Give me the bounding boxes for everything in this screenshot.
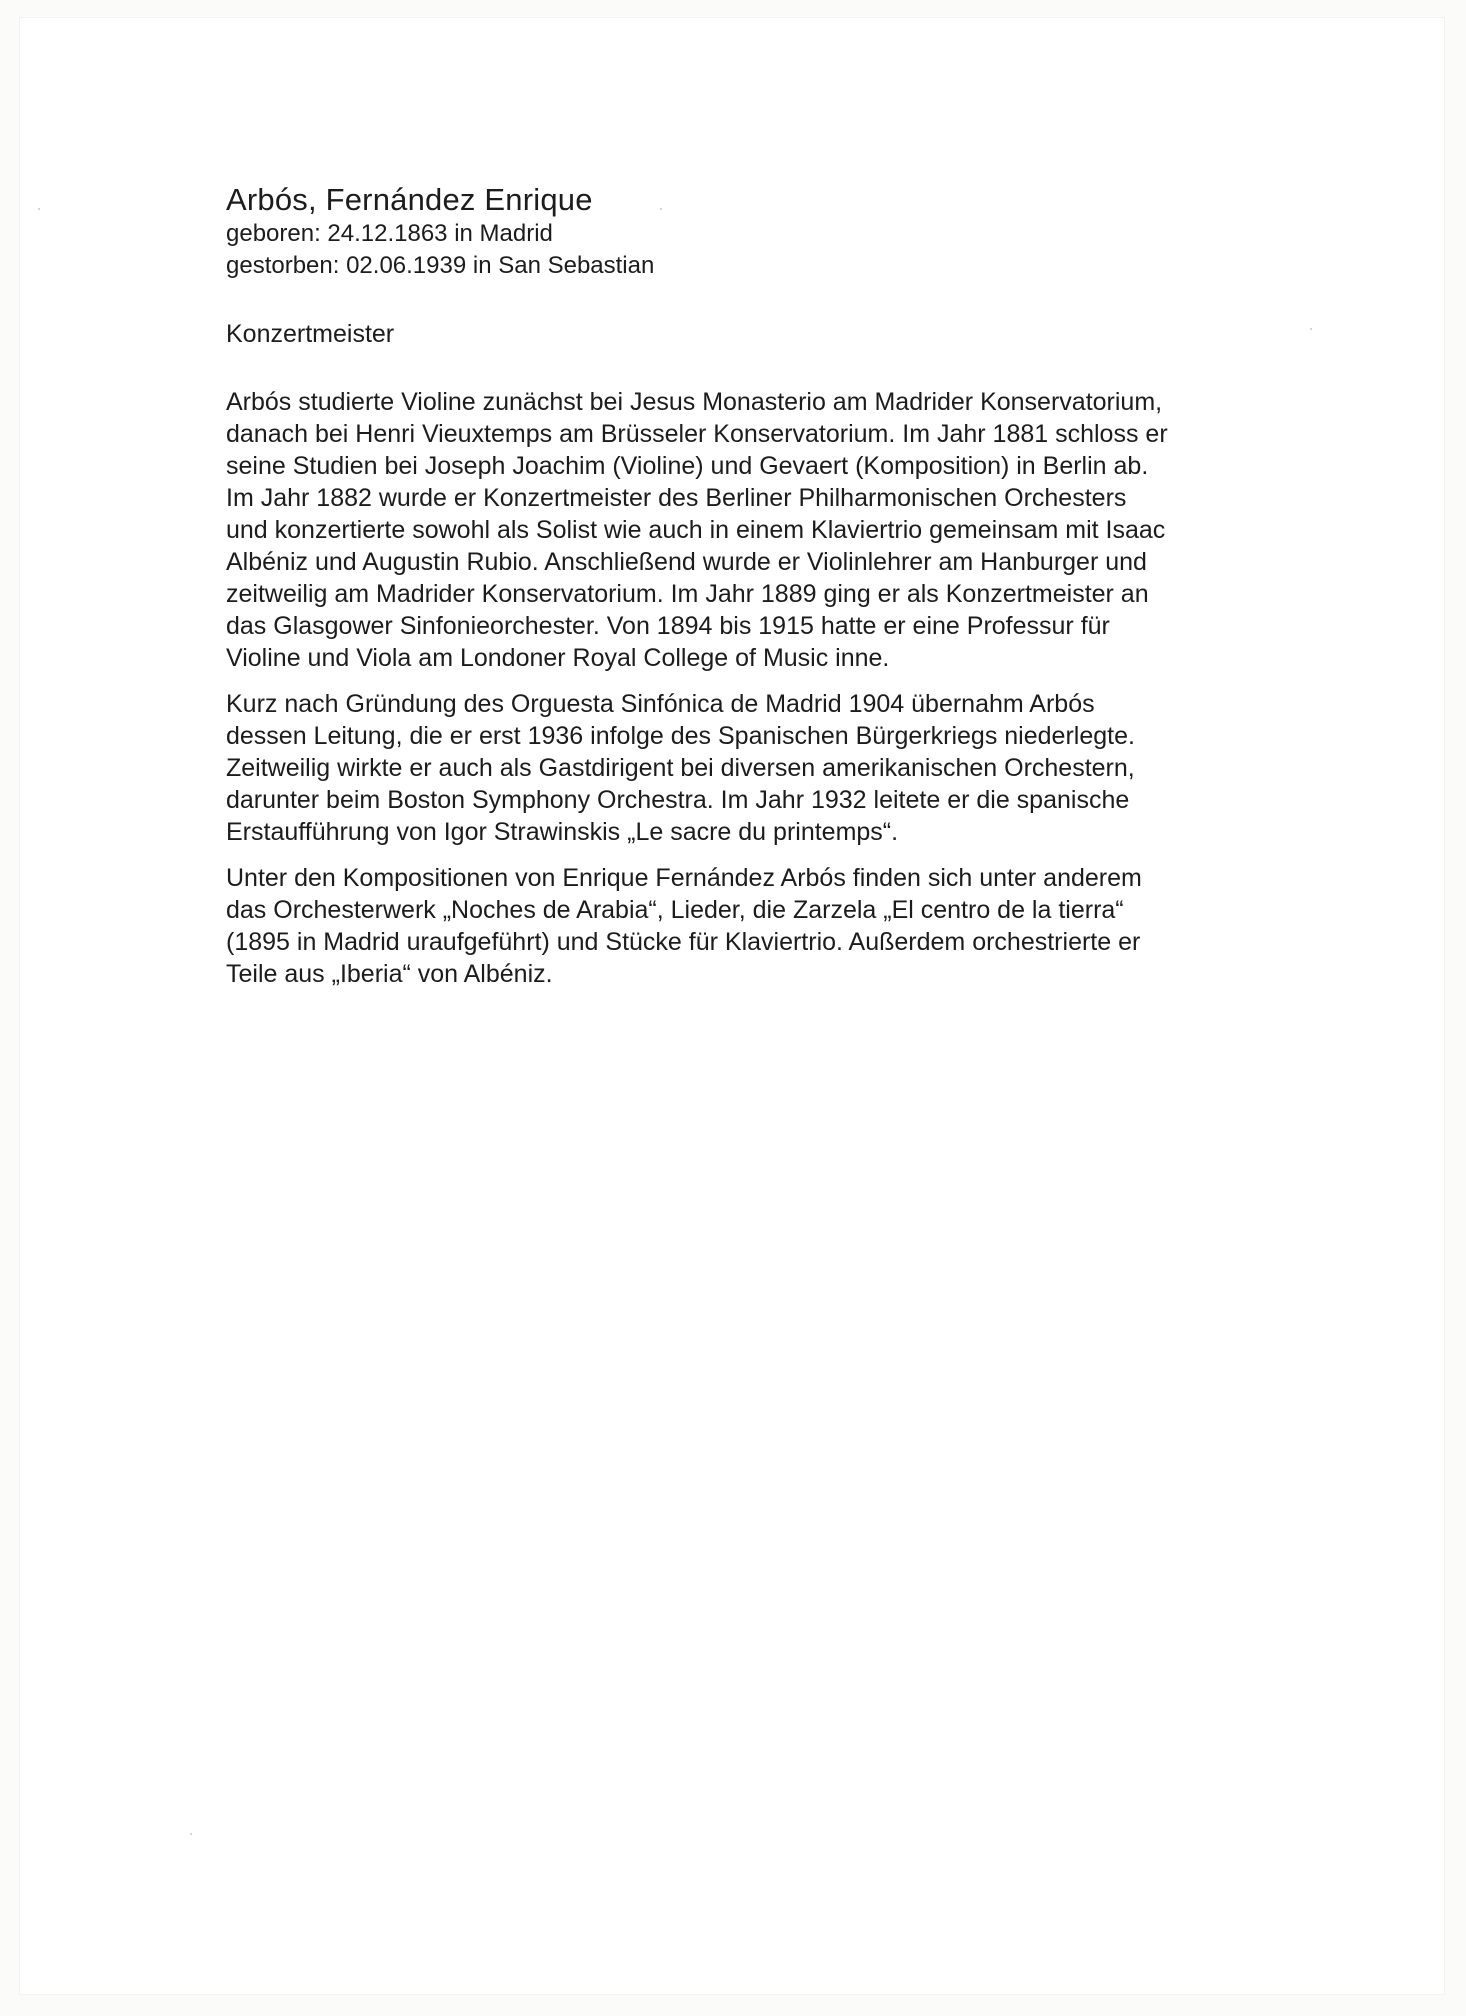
text-line: Kurz nach Gründung des Orguesta Sinfónica de Madrid 1904 übernahm Arbós: [226, 690, 1095, 718]
text-line: (1895 in Madrid uraufgeführt) und Stücke für Klaviertrio. Außerdem orchestrierte er: [226, 928, 1141, 956]
text-line: Zeitweilig wirkte er auch als Gastdirigent bei diversen amerikanischen Orchestern,: [226, 754, 1135, 782]
text-line: Erstaufführung von Igor Strawinskis „Le sacre du printemps“.: [226, 818, 899, 846]
text-line: Violine und Viola am Londoner Royal College of Music inne.: [226, 644, 890, 672]
text-line: Unter den Kompositionen von Enrique Fernández Arbós finden sich unter anderem: [226, 864, 1142, 892]
biography-paragraph-3: [226, 862, 1356, 990]
text-line: das Orchesterwerk „Noches de Arabia“, Lieder, die Zarzela „El centro de la tierra“: [226, 896, 1124, 924]
role-label: Konzertmeister: [226, 320, 395, 348]
text-line: das Glasgower Sinfonieorchester. Von 1894 bis 1915 hatte er eine Professur für: [226, 612, 1110, 640]
scan-speck: [190, 1833, 192, 1835]
text-line: Albéniz und Augustin Rubio. Anschließend wurde er Violinlehrer am Hanburger und: [226, 548, 1147, 576]
text-line: Im Jahr 1882 wurde er Konzertmeister des Berliner Philharmonischen Orchesters: [226, 484, 1127, 512]
biography-paragraph-1: [226, 386, 1356, 674]
birth-info: geboren: 24.12.1863 in Madrid: [226, 220, 553, 247]
text-line: dessen Leitung, die er erst 1936 infolge des Spanischen Bürgerkriegs niederlegte.: [226, 722, 1135, 750]
text-line: darunter beim Boston Symphony Orchestra. Im Jahr 1932 leitete er die spanische: [226, 786, 1130, 814]
death-info: gestorben: 02.06.1939 in San Sebastian: [226, 252, 655, 279]
document-page: [20, 18, 1444, 1994]
person-name: Arbós, Fernández Enrique: [226, 182, 593, 217]
document-content: [226, 182, 1356, 1004]
scan-speck: [38, 208, 40, 210]
text-line: Teile aus „Iberia“ von Albéniz.: [226, 960, 553, 988]
biography-paragraph-2: [226, 688, 1356, 848]
text-line: Arbós studierte Violine zunächst bei Jesus Monasterio am Madrider Konservatorium,: [226, 388, 1163, 416]
text-line: und konzertierte sowohl als Solist wie auch in einem Klaviertrio gemeinsam mit Isaac: [226, 516, 1166, 544]
text-line: zeitweilig am Madrider Konservatorium. Im Jahr 1889 ging er als Konzertmeister an: [226, 580, 1149, 608]
text-line: danach bei Henri Vieuxtemps am Brüsseler Konservatorium. Im Jahr 1881 schloss er: [226, 420, 1168, 448]
text-line: seine Studien bei Joseph Joachim (Violine) und Gevaert (Komposition) in Berlin ab.: [226, 452, 1149, 480]
